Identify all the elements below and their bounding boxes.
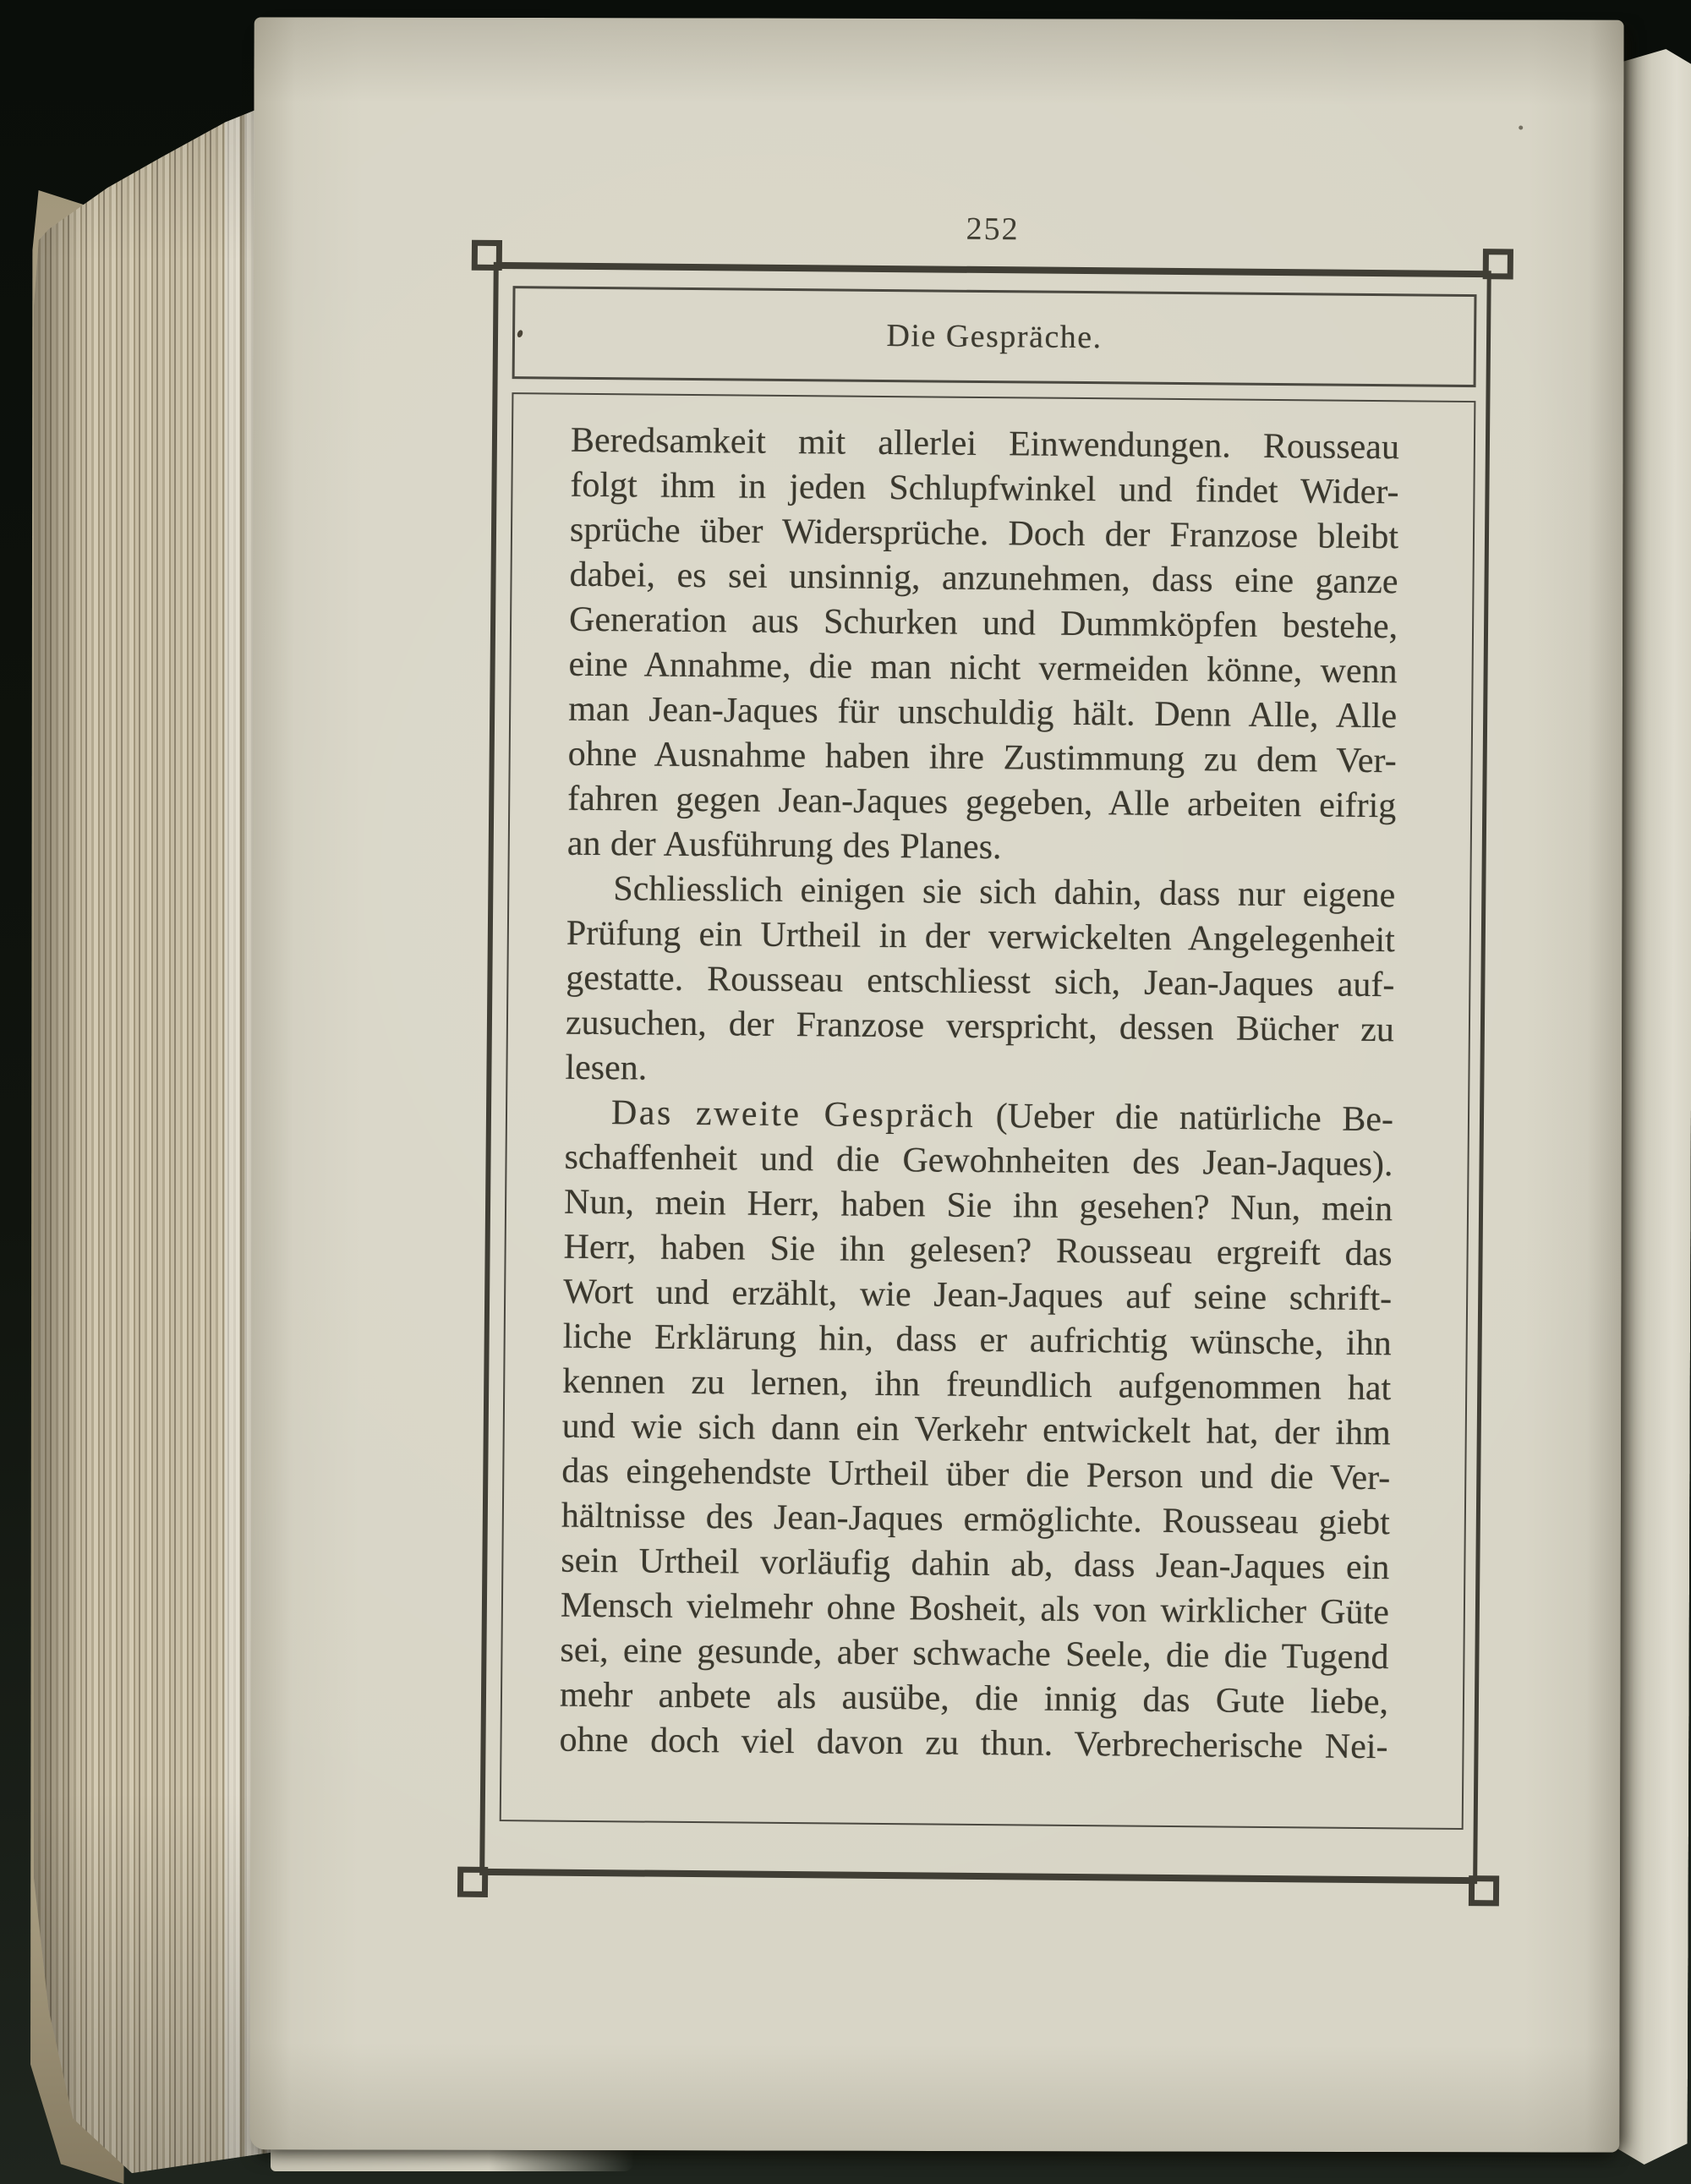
text-column: [501, 394, 1474, 1771]
frame-corner-square: [457, 1867, 488, 1897]
printed-area: [241, 14, 1629, 2158]
text-line: zusuchen, der Franzose verspricht, dessen Bücher zu: [565, 1003, 1395, 1050]
text-line: Wort und erzählt, wie Jean-Jaques auf seine schrift-: [562, 1272, 1393, 1319]
text-line: kennen zu lernen, ihn freundlich aufgenommen hat: [562, 1361, 1392, 1409]
spaced-lead: Das zweite Gespräch: [610, 1093, 976, 1136]
running-header-box: [512, 286, 1477, 387]
frame-corner-square: [472, 240, 502, 271]
paragraph: [559, 1091, 1393, 1771]
text-line: Generation aus Schurken und Dummköpfen bestehe,: [568, 599, 1398, 647]
paragraph: [567, 419, 1400, 874]
text-frame-box: [500, 392, 1476, 1830]
text-line: hältnisse des Jean-Jaques ermöglichte. Rousseau giebt: [561, 1496, 1391, 1543]
text-line: ohne Ausnahme haben ihre Zustimmung zu dem Ver-: [567, 734, 1397, 781]
frame-corner-square: [1469, 1875, 1499, 1906]
ink-speck: [1519, 126, 1523, 130]
text-line: Mensch vielmehr ohne Bosheit, als von wirklicher Güte: [560, 1585, 1390, 1633]
text-line: sein Urtheil vorläufig dahin ab, dass Jean-Jaques ein: [561, 1541, 1390, 1588]
page-stack-edge: [34, 0, 279, 2184]
text-line: das eingehendste Urtheil über die Person und die Ver-: [561, 1451, 1391, 1498]
text-line: schaffenheit und die Gewohnheiten des Jean-Jaques).: [564, 1137, 1393, 1185]
underlying-page-edge: [1616, 49, 1691, 2165]
text-line: Beredsamkeit mit allerlei Einwendungen. Rousseau: [570, 420, 1400, 468]
text-line: Prüfung ein Urtheil in der verwickelten Angelegenheit: [566, 913, 1396, 961]
text-line: sei, eine gesunde, aber schwache Seele, die die Tugend: [560, 1630, 1389, 1678]
text-line: und wie sich dann ein Verkehr entwickelt hat, der ihm: [561, 1406, 1391, 1453]
paragraph: [565, 867, 1395, 1098]
book-page: [249, 17, 1623, 2152]
page-number: 252: [966, 211, 1020, 248]
text-line: sprüche über Widersprüche. Doch der Franzose bleibt: [569, 510, 1399, 557]
text-line: Herr, haben Sie ihn gelesen? Rousseau ergreift das: [563, 1227, 1393, 1274]
text-line: folgt ihm in jeden Schlupfwinkel und findet Wider-: [570, 465, 1399, 512]
frame-corner-square: [1483, 249, 1513, 279]
text-line: mehr anbete als ausübe, die innig das Gute liebe,: [559, 1675, 1389, 1722]
text-line: Schliesslich einigen sie sich dahin, dass nur eigene: [613, 869, 1396, 916]
running-header: Die Gespräche.: [886, 317, 1103, 356]
text-line: liche Erklärung hin, dass er aufrichtig wünsche, ihn: [562, 1316, 1392, 1364]
bottom-page-edge: [271, 2148, 634, 2171]
text-line: an der Ausführung des Planes.: [566, 824, 1002, 868]
text-line: Das zweite Gespräch (Ueber die natürliche Be-: [610, 1093, 1394, 1140]
text-line: man Jean-Jaques für unschuldig hält. Denn Alle, Alle: [567, 689, 1398, 736]
text-line: lesen.: [565, 1048, 648, 1088]
text-line: Nun, mein Herr, haben Sie ihn gesehen? Nun, mein: [563, 1182, 1393, 1229]
text-line: ohne doch viel davon zu thun. Verbrecherische Nei-: [559, 1720, 1388, 1767]
text-line: eine Annahme, die man nicht vermeiden könne, wenn: [568, 644, 1398, 692]
text-line: dabei, es sei unsinnig, anzunehmen, dass eine ganze: [569, 555, 1398, 602]
text-line: gestatte. Rousseau entschliesst sich, Jean-Jaques auf-: [566, 958, 1395, 1005]
text-line: fahren gegen Jean-Jaques gegeben, Alle arbeiten eifrig: [567, 779, 1397, 826]
